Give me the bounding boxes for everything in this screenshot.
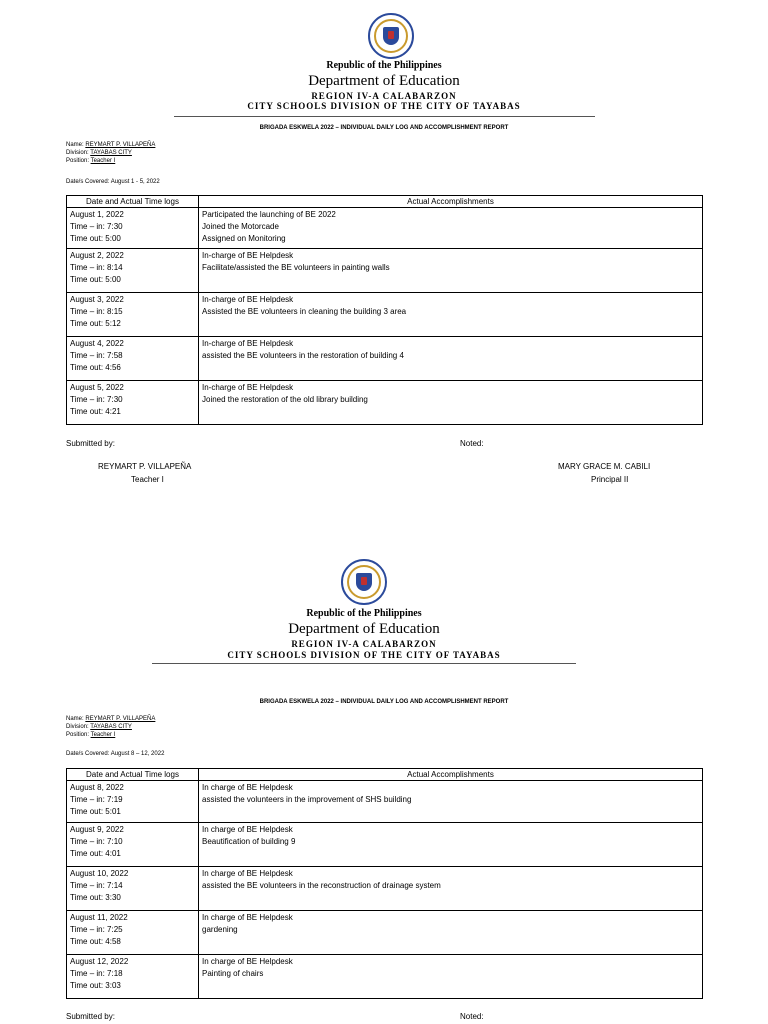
table-row: August 8, 2022 Time – in: 7:19 Time out: 5:01 In charge of BE Helpdesk assisted the volunteers in the improvement of SHS building	[67, 781, 703, 823]
table-row: August 11, 2022 Time – in: 7:25 Time out: 4:58 In charge of BE Helpdesk gardening	[67, 911, 703, 955]
col-header-accomplishments: Actual Accomplishments	[199, 196, 703, 208]
division-office-heading: CITY SCHOOLS DIVISION OF THE CITY OF TAYABAS	[247, 101, 521, 111]
col-header-date: Date and Actual Time logs	[67, 769, 199, 781]
employee-division: TAYABAS CITY	[90, 724, 132, 730]
log-table	[66, 768, 703, 999]
submitter-title: Teacher I	[131, 475, 164, 484]
department-heading: Department of Education	[308, 73, 460, 89]
report-title: BRIGADA ESKWELA 2022 – INDIVIDUAL DAILY LOG AND ACCOMPLISHMENT REPORT	[259, 125, 509, 131]
header-divider	[152, 663, 576, 664]
table-row: August 4, 2022 Time – in: 7:58 Time out: 4:56 In-charge of BE Helpdesk assisted the BE volunteers in the restoration of building 4	[67, 337, 703, 381]
table-row: August 9, 2022 Time – in: 7:10 Time out: 4:01 In charge of BE Helpdesk Beautification of building 9	[67, 823, 703, 867]
employee-division: TAYABAS CITY	[90, 150, 132, 156]
noted-label: Noted:	[460, 1012, 484, 1021]
employee-position: Teacher I	[90, 158, 116, 164]
col-header-date: Date and Actual Time logs	[67, 196, 199, 208]
republic-heading: Republic of the Philippines	[326, 60, 442, 71]
submitted-by-label: Submitted by:	[66, 1012, 115, 1021]
table-row: August 1, 2022 Time – in: 7:30 Time out: 5:00 Participated the launching of BE 2022 Joined the Motorcade Assigned on Monitoring	[67, 208, 703, 249]
region-heading: REGION IV-A CALABARZON	[291, 639, 437, 649]
submitter-name: REYMART P. VILLAPEÑA	[98, 462, 192, 471]
col-header-accomplishments: Actual Accomplishments	[199, 769, 703, 781]
submitted-by-label: Submitted by:	[66, 439, 115, 448]
deped-seal-icon	[341, 559, 387, 605]
employee-name: REYMART P. VILLAPEÑA	[85, 716, 156, 722]
table-row: August 2, 2022 Time – in: 8:14 Time out: 5:00 In-charge of BE Helpdesk Facilitate/assisted the BE volunteers in painting walls	[67, 249, 703, 293]
dates-covered: Date/s Covered: August 1 - 5, 2022	[66, 179, 160, 185]
report-title: BRIGADA ESKWELA 2022 – INDIVIDUAL DAILY LOG AND ACCOMPLISHMENT REPORT	[259, 699, 509, 705]
table-row: August 5, 2022 Time – in: 7:30 Time out: 4:21 In-charge of BE Helpdesk Joined the restoration of the old library building	[67, 381, 703, 425]
table-row: August 3, 2022 Time – in: 8:15 Time out: 5:12 In-charge of BE Helpdesk Assisted the BE volunteers in cleaning the building 3 area	[67, 293, 703, 337]
employee-info: Name: REYMART P. VILLAPEÑA Division: TAYABAS CITY Position: Teacher I	[66, 142, 156, 164]
republic-heading: Republic of the Philippines	[306, 608, 422, 619]
dates-covered: Date/s Covered: August 8 – 12, 2022	[66, 751, 165, 757]
table-row: August 10, 2022 Time – in: 7:14 Time out: 3:30 In charge of BE Helpdesk assisted the BE volunteers in the reconstruction of drainage system	[67, 867, 703, 911]
division-office-heading: CITY SCHOOLS DIVISION OF THE CITY OF TAYABAS	[227, 650, 501, 660]
employee-name: REYMART P. VILLAPEÑA	[85, 142, 156, 148]
noter-name: MARY GRACE M. CABILI	[558, 462, 651, 471]
noted-label: Noted:	[460, 439, 484, 448]
region-heading: REGION IV-A CALABARZON	[311, 91, 457, 101]
noter-title: Principal II	[591, 475, 629, 484]
table-row: August 12, 2022 Time – in: 7:18 Time out: 3:03 In charge of BE Helpdesk Painting of chairs	[67, 955, 703, 999]
department-heading: Department of Education	[288, 621, 440, 637]
employee-info: Name: REYMART P. VILLAPEÑA Division: TAYABAS CITY Position: Teacher I	[66, 716, 156, 738]
employee-position: Teacher I	[90, 732, 116, 738]
